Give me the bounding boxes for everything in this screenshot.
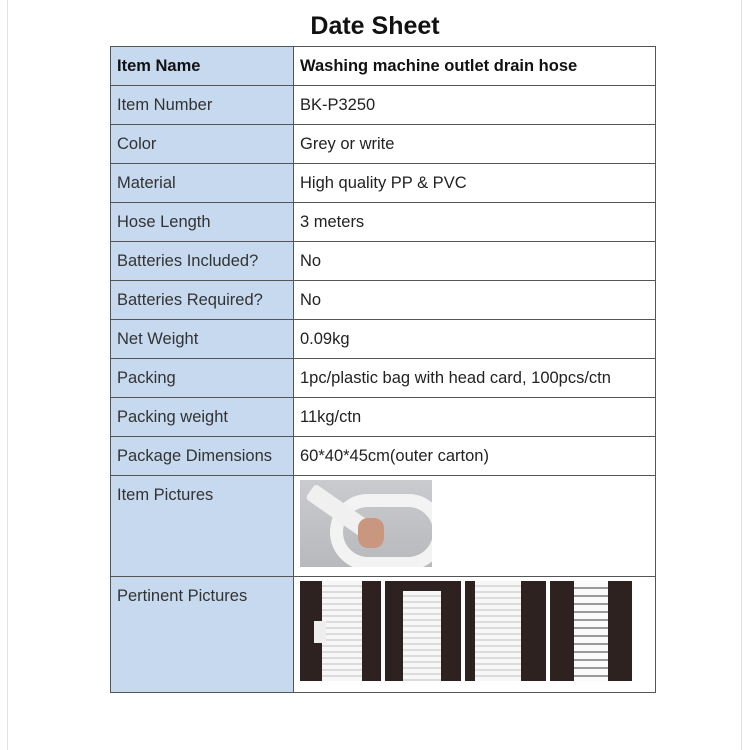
hose-body-photo (465, 581, 546, 681)
row-color (111, 125, 656, 164)
packing-weight-value: 11kg/ctn (294, 398, 656, 437)
data-sheet-table (110, 46, 656, 693)
item-name-label: Item Name (111, 47, 294, 86)
hose-length-value: 3 meters (294, 203, 656, 242)
pertinent-pictures-row (111, 577, 656, 693)
net-weight-value: 0.09kg (294, 320, 656, 359)
package-dimensions-label: Package Dimensions (111, 437, 294, 476)
page-title: Date Sheet (310, 12, 440, 40)
hose-photo (300, 480, 432, 567)
hose-corrugated-photo (550, 581, 632, 681)
row-packing-weight (111, 398, 656, 437)
batteries-required-value: No (294, 281, 656, 320)
row-batteries-included (111, 242, 656, 281)
hose-length-label: Hose Length (111, 203, 294, 242)
row-batteries-required (111, 281, 656, 320)
item-pictures-label: Item Pictures (111, 476, 294, 577)
batteries-required-label: Batteries Required? (111, 281, 294, 320)
item-pictures-row (111, 476, 656, 577)
item-name-value: Washing machine outlet drain hose (294, 47, 656, 86)
item-number-value: BK-P3250 (294, 86, 656, 125)
batteries-included-value: No (294, 242, 656, 281)
package-dimensions-value: 60*40*45cm(outer carton) (294, 437, 656, 476)
net-weight-label: Net Weight (111, 320, 294, 359)
material-label: Material (111, 164, 294, 203)
row-hose-length (111, 203, 656, 242)
row-packing (111, 359, 656, 398)
row-package-dimensions (111, 437, 656, 476)
row-item-name (111, 47, 656, 86)
row-material (111, 164, 656, 203)
packing-label: Packing (111, 359, 294, 398)
item-number-label: Item Number (111, 86, 294, 125)
pertinent-pictures-label: Pertinent Pictures (111, 577, 294, 693)
hose-connector-photo (300, 581, 381, 681)
pertinent-pictures-cell (294, 577, 656, 693)
color-value: Grey or write (294, 125, 656, 164)
row-net-weight (111, 320, 656, 359)
material-value: High quality PP & PVC (294, 164, 656, 203)
packing-value: 1pc/plastic bag with head card, 100pcs/ctn (294, 359, 656, 398)
item-pictures-cell (294, 476, 656, 577)
hose-taper-photo (385, 581, 461, 681)
batteries-included-label: Batteries Included? (111, 242, 294, 281)
packing-weight-label: Packing weight (111, 398, 294, 437)
row-item-number (111, 86, 656, 125)
color-label: Color (111, 125, 294, 164)
